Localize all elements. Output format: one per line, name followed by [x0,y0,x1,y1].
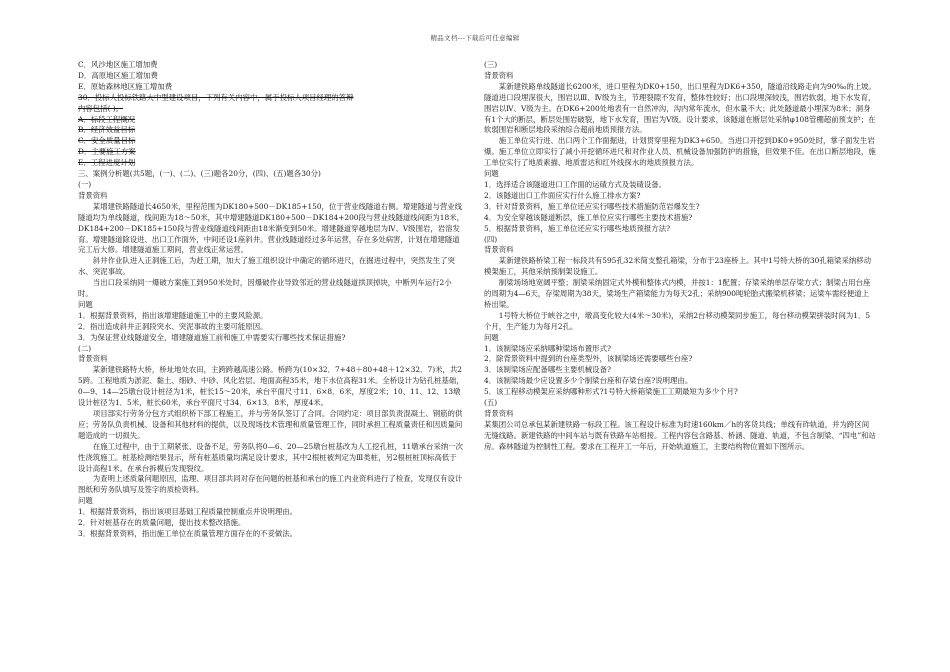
text-line: 1．根据背景资料，指出该项目基础工程质量控制重点并说明理由。 [78,507,298,517]
text-line: 问题 [78,299,93,309]
text-line: (三) [484,60,498,69]
text-line: 2．针对桩基存在的质量问题，提出技术整改措施。 [78,518,246,528]
text-line: 1号特大桥位于峡谷之中，墩高变化较大(4米～30米)，采纳2台移动模架同步施工，每台移动模架拼装时间为1．5个月，生产能力为每月2孔。 [484,310,871,331]
text-line: 30．投标人投标铁路大中型建设项目，下列有关内容中，属于投标人项目经理的答辩 [78,92,354,102]
text-line: 2．除背景资料中提到的台座类型外，该制梁场还需要哪些台座? [484,354,693,364]
text-line: 项目部实行劳务分包方式组织桥下部工程施工，并与劳务队签订了合同。合同约定：项目部负责混凝土、钢筋的供应；劳务队负责机械、设备和其他材料的提供，以及现场技术管理和质量管理工作，同时承担工程质量责任和因质量问题造成的一切损失。 [78,409,463,440]
text-line: 施工单位实行进、出口两个工作面掘进，计划贯穿里程为DK3+650。当进口开挖到DK0+950处时，掌子面发生岩爆。施工单位立即实行了减小开挖循环进尺和对作业人员、机械设备加强防护的措施，但效果不佳。在出口断层地段，施工单位实行了地质素描、地质雷达和红外线探水的地质预报方法。 [484,136,876,168]
text-line: 某新建铁路桥梁工程一标段共有595孔32米简支整孔箱梁，分布于23座桥上。其中1号特大桥的30孔箱梁采纳移动模架施工，其他采纳预制架设施工。 [484,256,872,277]
text-line: 背景资料 [484,409,514,418]
text-line: 问题 [78,496,93,506]
text-line: A．标段工程概况 [78,114,136,124]
text-line: 背景资料 [484,245,514,255]
text-line: 背景资料 [78,190,108,200]
text-line: 问题 [484,332,499,342]
text-line: 3．针对背景资料，施工单位还应实行哪些技术措施防范岩爆发生? [484,201,700,211]
text-line: 4．该制梁场最少应设置多少个制梁台座和存梁台座?说明理由。 [484,376,693,386]
text-line: 2．指出造成斜井正洞段突水、突泥事故的主要可能原因。 [78,321,268,331]
text-line: 某集团公司总承包某新建铁路一标段工程。该工程设计标准为时速160km／h的客货共线；单线有砟轨道，并为跨区间无缝线路。新建铁路的中间车站与既有铁路车站相接。工程内容包含路基、桥涵、隧道、轨道，不包含制梁、“四电”和站房。森林隧道为控制性工程。要求在工程开工一年后，开始轨道施工，主要结构物位置如下图所示。 [484,419,876,451]
text-line: 当出口段采纳同一爆破方案施工到950米处时，因爆破作业导致邻近的营业线隧道拱顶掉块，中断列车运行2小时。 [78,278,452,299]
text-line: 5．该工程移动模架应采纳哪种形式?1号特大桥箱梁施工工期最短为多少个月? [484,387,738,397]
text-line: 2．该隧道出口工作面应实行什么施工排水方案? [484,190,641,200]
text-line: (二) [78,343,92,353]
text-line: 问题 [484,169,499,179]
text-line: 在施工过程中，由于工期紧张、设备不足，劳务队将0—6、20—25墩台桩基改为人工挖孔桩，11墩承台采纳一次性浇筑施工。桩基检测结果显示，所有桩基质量均满足设计要求，其中2根桩被判定为Ⅲ类桩，另2根桩桩顶标高低于设计高程1米。在承台拆模后发现裂纹。 [78,441,463,473]
text-line: C．风沙地区施工增加费 [78,60,158,69]
text-line: C．安全质量目标 [78,136,136,146]
text-line: 1．该制梁场应采纳哪种梁场布置形式? [484,343,611,353]
text-line: 背景资料 [78,354,108,364]
text-line: 制梁场场地宽阔平整；制梁采纳固定式外模和整体式内模，并按1：1配置；存梁采纳单层存梁方式；制梁占用台座的周期为4—6天，存梁周期为38天，梁场生产箱梁能力为每天2孔；采纳900吨轮胎式搬梁机移梁；运梁车需经便道上桥出梁。 [484,278,871,309]
right-column [484,60,876,453]
text-line: 1．根据背景资料，指出该增建隧道施工中的主要风险源。 [78,310,268,320]
text-line: (一) [78,179,92,189]
text-line: 4．为安全穿越该隧道断层，施工单位应实行哪些主要技术措施? [484,212,693,222]
text-line: B．经济效益目标 [78,125,136,135]
text-line: (五) [484,398,498,408]
text-line: E．原始森林地区施工增加费 [78,81,173,91]
left-column [78,60,464,540]
text-line: D．高原地区施工增加费 [78,70,158,80]
text-line: 3．该制梁场应配备哪些主要机械设备? [484,365,611,375]
text-line: 1．选择适合该隧道进口工作面的运碴方式及装碴设备。 [484,179,667,189]
text-line: 3．为保证营业线隧道安全，增建隧道施工前和施工中需要实行哪些技术保证措施? [78,332,346,342]
text-line: 3．根据背景资料，指出施工单位在质量管理方面存在的不妥做法。 [78,528,298,538]
text-line: 某新建铁路特大桥，桥址地处农田，主跨跨越高速公路。桥跨为(10×32．7+48＋80+48＋12×32．7)米，共25跨。工程地质为淤泥、黏土、细砂、中砂、风化岩层。地面高程35米，地下水位高程31米。全桥设计为钻孔桩基础，0—9、14—25墩台设计桩径为1米，桩长15～20米，承台平面尺寸11．6×8．6米，厚度2米；10、11、12、13墩设计桩径为1．5米，桩长60米，承台平面尺寸34．6×13．8米，厚度4米。 [78,365,464,408]
text-line: E．工程进度计划 [78,158,136,168]
text-line: 背景资料 [484,70,514,80]
text-line: 内容包括( )。 [78,103,124,113]
text-line: 为查明上述质量问题原因，监理、项目部共同对存在问题的桩基和承台的施工内业资料进行了检查，发现仅有设计图纸和劳务队填写及签字的质检资料。 [78,474,463,495]
text-line: 某增建铁路隧道长4650米，里程范围为DK180+500－DK185+150，位于营业线隧道右侧。增建隧道与营业线隧道均为单线隧道，线间距为18～50米，其中增建隧道DK180+500－DK184+200段与营业线隧道线间距为18米，DK184+200－DK185+150段与营业线隧道线间距由18米渐变到50米。增建隧道穿越地层为Ⅳ、Ⅴ级围岩，岩溶发育。增建隧道除设进、出口工作面外，中间还设1座斜井。营业线隧道经过多年运营，存在多处病害，计划在增建隧道完工后大修。增建隧道施工期间，营业线正常运营。 [78,201,464,255]
page-header: 精品文档---下载后可任意编辑 [430,34,520,42]
text-line: 三、案例分析题(共5题，(一)、(二)、(三)题各20分，(四)、(五)题各30分) [78,169,321,179]
text-line: D．主要施工方案 [78,147,136,157]
text-line: 5．根据背景资料，施工单位还应实行哪些地质预报方法? [484,223,671,233]
text-line: (四) [484,234,498,244]
text-line: 斜井作业队进入正洞施工后，为赶工期，加大了施工组织设计中确定的循环进尺，在掘进过程中，突然发生了突水、突泥事故。 [78,256,455,277]
text-line: 某新建铁路单线隧道长6200米，进口里程为DK0+150，出口里程为DK6+350，隧道沿线路走向为90‰的上坡。隧道进口段埋深很大，围岩以Ⅲ、Ⅳ级为主，节理裂隙不发育，整体性较好；出口段埋深较浅，围岩软弱，地下水发育，围岩以Ⅳ、Ⅴ级为主。在DK6+200处地表有一自然冲沟，沟内常年流水，但水量不大；此处隧道最小埋深为8米；洞身有1个大的断层，断层处围岩破裂，地下水发育，围岩为Ⅴ级。设计要求，该隧道在断层处采纳φ108管棚超前预支护；在软弱围岩和断层地段采纳综合超前地质预报方法。 [484,81,876,135]
